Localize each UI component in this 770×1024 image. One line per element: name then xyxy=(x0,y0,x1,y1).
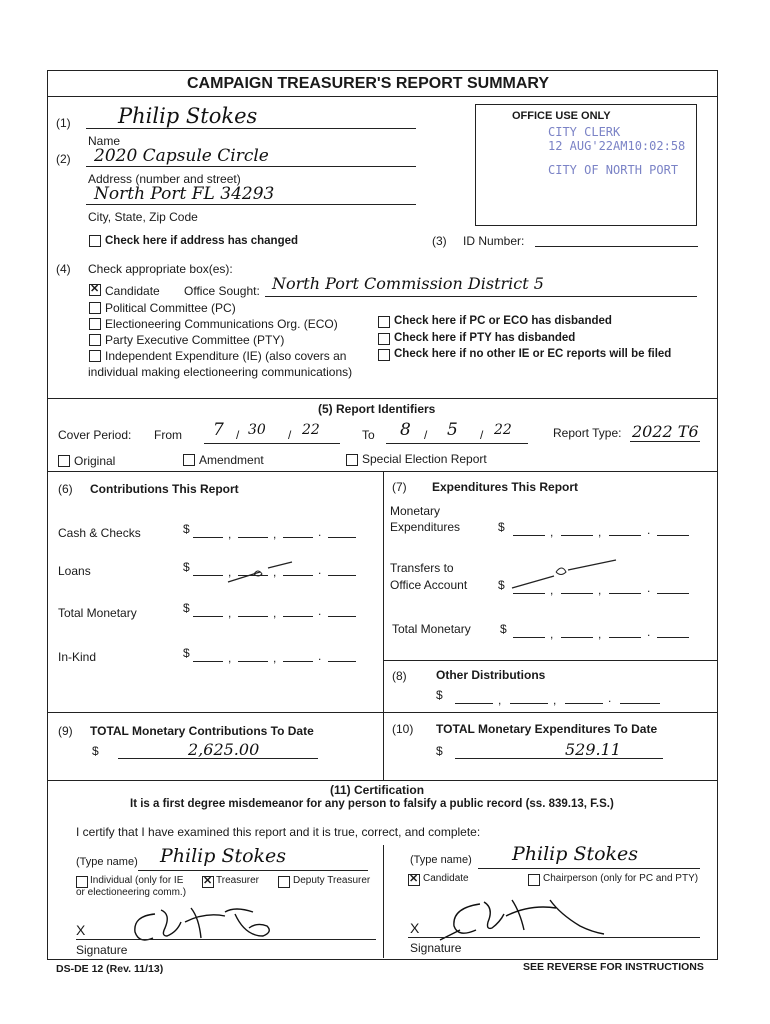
other-distributions-amount-field[interactable]: , , . xyxy=(455,690,665,704)
right-typed-name[interactable]: Philip Stokes xyxy=(512,843,639,865)
expenditures-title: Expenditures This Report xyxy=(432,480,579,494)
pc-eco-disbanded-checkbox[interactable] xyxy=(378,316,390,328)
id-number-label: ID Number: xyxy=(463,234,525,248)
right-name-line xyxy=(478,868,700,869)
pc-label: Political Committee (PC) xyxy=(105,301,236,315)
certification-statement: I certify that I have examined this report and it is true, correct, and complete: xyxy=(76,825,481,839)
treasurer-label: Treasurer xyxy=(216,875,259,886)
amendment-checkbox[interactable] xyxy=(183,454,195,466)
individual-label-2: or electioneering comm.) xyxy=(76,887,187,898)
to-date-line xyxy=(386,443,528,444)
in-kind-amount-field[interactable]: , , . xyxy=(193,648,358,662)
right-type-name-label: (Type name) xyxy=(410,854,472,866)
eco-checkbox[interactable] xyxy=(89,318,101,330)
name-label: Name xyxy=(88,134,121,148)
address-changed-label: Check here if address has changed xyxy=(105,235,299,247)
certification-divider xyxy=(383,845,384,958)
section-9-10-divider xyxy=(47,780,717,781)
transfers-strike-mark xyxy=(508,558,628,594)
candidate-label: Candidate xyxy=(105,284,160,298)
section-4-divider xyxy=(47,398,717,399)
certification-title: (11) Certification xyxy=(330,783,425,797)
transfers-amount-field[interactable]: , , . xyxy=(513,580,693,594)
deputy-treasurer-label: Deputy Treasurer xyxy=(293,875,371,886)
section-6-number: (6) xyxy=(58,482,73,496)
from-day[interactable]: 30 xyxy=(248,422,266,438)
check-boxes-label: Check appropriate box(es): xyxy=(88,262,233,276)
pc-eco-disbanded-label: Check here if PC or ECO has disbanded xyxy=(394,315,612,327)
pty-disbanded-checkbox[interactable] xyxy=(378,333,390,345)
individual-label-1: Individual (only for IE xyxy=(90,875,184,886)
form-id: DS-DE 12 (Rev. 11/13) xyxy=(56,963,164,975)
ie-label-line2: individual making electioneering communications) xyxy=(88,365,353,379)
original-checkbox[interactable] xyxy=(58,455,70,467)
transfers-label-2: Office Account xyxy=(390,578,468,592)
no-other-reports-checkbox[interactable] xyxy=(378,349,390,361)
from-year[interactable]: 22 xyxy=(302,422,320,438)
report-identifiers-title: (5) Report Identifiers xyxy=(318,402,436,416)
contributions-title: Contributions This Report xyxy=(90,482,239,496)
address-value[interactable]: 2020 Capsule Circle xyxy=(94,146,269,166)
loans-strike-mark xyxy=(220,560,320,586)
left-signature-line xyxy=(76,939,376,940)
pty-label: Party Executive Committee (PTY) xyxy=(105,333,285,347)
right-signature-label: Signature xyxy=(410,941,462,955)
total-monetary-dollar: $ xyxy=(183,601,190,615)
section-7-number: (7) xyxy=(392,480,407,494)
to-sep-2: / xyxy=(480,428,484,442)
exp-total-monetary-amount-field[interactable]: , , . xyxy=(513,624,693,638)
in-kind-dollar: $ xyxy=(183,646,190,660)
deputy-treasurer-checkbox[interactable] xyxy=(278,876,290,888)
total-expenditures-value[interactable]: 529.11 xyxy=(565,740,621,759)
clerk-stamp-line1: CITY CLERK xyxy=(548,125,621,139)
exp-total-monetary-dollar: $ xyxy=(500,622,507,636)
total-monetary-amount-field[interactable]: , , . xyxy=(193,603,358,617)
section-10-number: (10) xyxy=(392,722,414,736)
ie-checkbox[interactable] xyxy=(89,350,101,362)
total-expenditures-title: TOTAL Monetary Expenditures To Date xyxy=(436,722,658,736)
to-month[interactable]: 8 xyxy=(400,420,411,440)
from-month[interactable]: 7 xyxy=(213,420,224,440)
chairperson-label: Chairperson (only for PC and PTY) xyxy=(543,873,699,884)
cash-checks-label: Cash & Checks xyxy=(58,526,141,540)
address-line xyxy=(86,166,416,167)
title-divider xyxy=(47,96,717,97)
special-election-label: Special Election Report xyxy=(362,452,487,466)
total-contributions-title: TOTAL Monetary Contributions To Date xyxy=(90,724,314,738)
to-day[interactable]: 5 xyxy=(447,420,458,440)
right-signature-line xyxy=(408,937,700,938)
right-signature-image xyxy=(420,896,620,942)
candidate-signer-label: Candidate xyxy=(423,873,469,884)
special-election-checkbox[interactable] xyxy=(346,454,358,466)
clerk-stamp-line3: CITY OF NORTH PORT xyxy=(548,163,679,177)
transfers-label-1: Transfers to xyxy=(390,561,454,575)
office-use-label: OFFICE USE ONLY xyxy=(512,110,611,122)
section-3-number: (3) xyxy=(432,234,447,248)
section-4-number: (4) xyxy=(56,262,71,276)
from-sep-1: / xyxy=(236,428,240,442)
city-label: City, State, Zip Code xyxy=(88,210,198,224)
left-type-name-label: (Type name) xyxy=(76,856,138,868)
right-signature-x: X xyxy=(410,920,420,936)
cash-amount-field[interactable]: , , . xyxy=(193,524,358,538)
see-reverse-instructions: SEE REVERSE FOR INSTRUCTIONS xyxy=(523,961,704,973)
to-year[interactable]: 22 xyxy=(494,422,512,438)
section-9-number: (9) xyxy=(58,724,73,738)
office-sought-label: Office Sought: xyxy=(184,284,260,298)
section-5-divider xyxy=(47,471,717,472)
certification-warning: It is a first degree misdemeanor for any person to falsify a public record (ss. 839.13, F.S.) xyxy=(130,798,614,810)
office-sought-value[interactable]: North Port Commission District 5 xyxy=(272,274,544,293)
office-sought-line xyxy=(265,296,697,297)
candidate-signer-checkbox[interactable] xyxy=(408,874,420,886)
city-state-zip-value[interactable]: North Port FL 34293 xyxy=(94,184,275,204)
section-8-number: (8) xyxy=(392,669,407,683)
loans-amount-field[interactable]: , , . xyxy=(193,562,358,576)
left-signature-x: X xyxy=(76,922,86,938)
candidate-name-value[interactable]: Philip Stokes xyxy=(118,104,258,128)
in-kind-label: In-Kind xyxy=(58,650,97,664)
section-6-8-bottom-divider xyxy=(47,712,717,713)
other-distributions-title: Other Distributions xyxy=(436,668,546,682)
chairperson-checkbox[interactable] xyxy=(528,874,540,886)
loans-dollar: $ xyxy=(183,560,190,574)
monetary-exp-label-2: Expenditures xyxy=(390,520,461,534)
from-sep-2: / xyxy=(288,428,292,442)
pty-disbanded-label: Check here if PTY has disbanded xyxy=(394,332,576,344)
from-label: From xyxy=(154,428,182,442)
total-contributions-value[interactable]: 2,625.00 xyxy=(188,740,260,759)
other-distributions-dollar: $ xyxy=(436,688,443,702)
pc-checkbox[interactable] xyxy=(89,302,101,314)
address-label: Address (number and street) xyxy=(88,172,241,186)
total-contributions-dollar: $ xyxy=(92,744,99,758)
section-1-number: (1) xyxy=(56,116,71,130)
section-7-8-divider xyxy=(383,660,717,661)
name-line xyxy=(86,128,416,129)
pty-checkbox[interactable] xyxy=(89,334,101,346)
left-name-line xyxy=(138,870,368,871)
amendment-label: Amendment xyxy=(199,453,264,467)
cash-dollar: $ xyxy=(183,522,190,536)
left-typed-name[interactable]: Philip Stokes xyxy=(160,845,287,867)
clerk-stamp-line2: 12 AUG'22AM10:02:58 xyxy=(548,139,686,153)
exp-total-monetary-label: Total Monetary xyxy=(392,622,471,636)
middle-divider xyxy=(383,471,384,780)
id-number-line[interactable] xyxy=(535,246,698,247)
total-expenditures-dollar: $ xyxy=(436,744,443,758)
loans-label: Loans xyxy=(58,564,91,578)
candidate-checkbox[interactable] xyxy=(89,284,101,296)
cover-period-label: Cover Period: xyxy=(58,428,132,442)
report-type-value[interactable]: 2022 T6 xyxy=(632,422,699,441)
section-2-number: (2) xyxy=(56,152,71,166)
original-label: Original xyxy=(74,454,116,468)
total-monetary-label: Total Monetary xyxy=(58,606,137,620)
report-type-label: Report Type: xyxy=(553,426,622,440)
from-date-line xyxy=(204,443,340,444)
treasurer-checkbox[interactable] xyxy=(202,876,214,888)
eco-label: Electioneering Communications Org. (ECO) xyxy=(105,317,338,331)
report-type-line xyxy=(630,441,700,442)
city-line xyxy=(86,204,416,205)
form-title: CAMPAIGN TREASURER'S REPORT SUMMARY xyxy=(187,75,550,92)
ie-label-line1: Independent Expenditure (IE) (also covers an xyxy=(105,349,347,363)
total-expenditures-line xyxy=(455,758,663,759)
transfers-dollar: $ xyxy=(498,578,505,592)
to-label: To xyxy=(362,428,375,442)
monetary-exp-amount-field[interactable]: , , . xyxy=(513,522,693,536)
no-other-reports-label: Check here if no other IE or EC reports will be filed xyxy=(394,348,672,360)
left-signature-label: Signature xyxy=(76,943,128,957)
monetary-exp-dollar: $ xyxy=(498,520,505,534)
to-sep-1: / xyxy=(424,428,428,442)
monetary-exp-label-1: Monetary xyxy=(390,504,441,518)
address-changed-checkbox[interactable] xyxy=(89,235,101,247)
